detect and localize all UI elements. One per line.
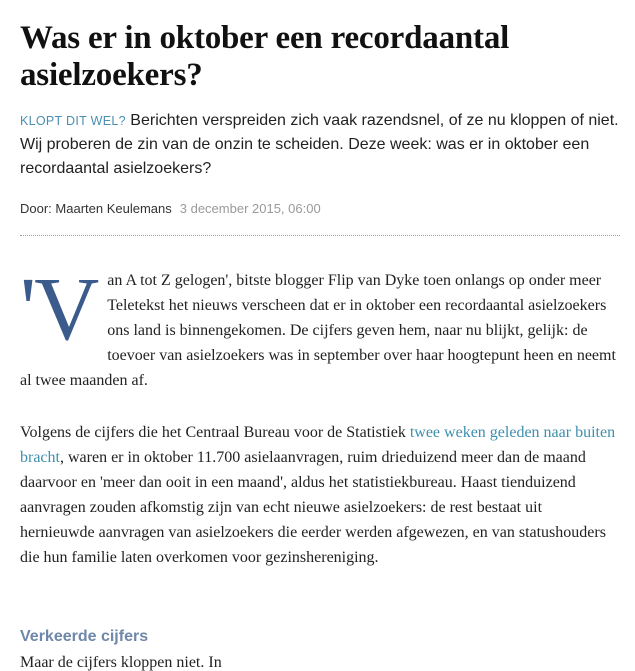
byline xyxy=(20,200,321,218)
paragraph-2 xyxy=(20,420,620,570)
cbs-source-link[interactable]: twee weken geleden naar buiten bracht xyxy=(20,424,616,466)
paragraph-2-text-end: , waren er in oktober 11.700 asielaanvragen, ruim drieduizend meer dan de maand daarvoor en 'meer dan ooit in een maand', aldus het statistiekbureau. Haast tienduizend aanvragen zouden afkomstig zijn van echt nieuwe asielzoekers: de rest bestaat uit hernieuwde aanvragen van asielzoekers die eerder werden afgewezen, en van statushouders die hun familie laten overkomen voor gezinshereniging. xyxy=(20,449,606,566)
kicker-label: KLOPT DIT WEL? xyxy=(20,114,126,128)
intro-text: Berichten verspreiden zich vaak razendsnel, of ze nu kloppen of niet. Wij proberen de zin van de onzin te scheiden. Deze week: was er in oktober een recordaantal asielzoekers? xyxy=(20,112,619,177)
drop-cap: 'V xyxy=(20,260,98,359)
paragraph-1 xyxy=(20,260,620,393)
article-intro xyxy=(20,109,625,181)
divider xyxy=(20,235,620,236)
article-title: Was er in oktober een recordaantal asielzoekers? xyxy=(20,20,510,93)
publish-date: 3 december 2015, 06:00 xyxy=(179,201,321,216)
paragraph-2-text-start: Volgens de cijfers die het Centraal Bureau voor de Statistiek xyxy=(20,424,410,441)
paragraph-1-text: an A tot Z gelogen', bitste blogger Flip van Dyke toen onlangs op onder meer Teletekst het nieuws verscheen dat er in oktober een recordaantal asielzoekers ons land is binnengekomen. De cijfers geven hem, naar nu blijkt, gelijk: de toevoer van asielzoekers was in september over haar hoogtepunt heen en neemt al twee maanden af. xyxy=(20,272,616,389)
paragraph-3: Maar de cijfers kloppen niet. In xyxy=(20,654,222,671)
section-subheading: Verkeerde cijfers xyxy=(20,628,149,645)
author: Door: Maarten Keulemans xyxy=(20,201,172,216)
